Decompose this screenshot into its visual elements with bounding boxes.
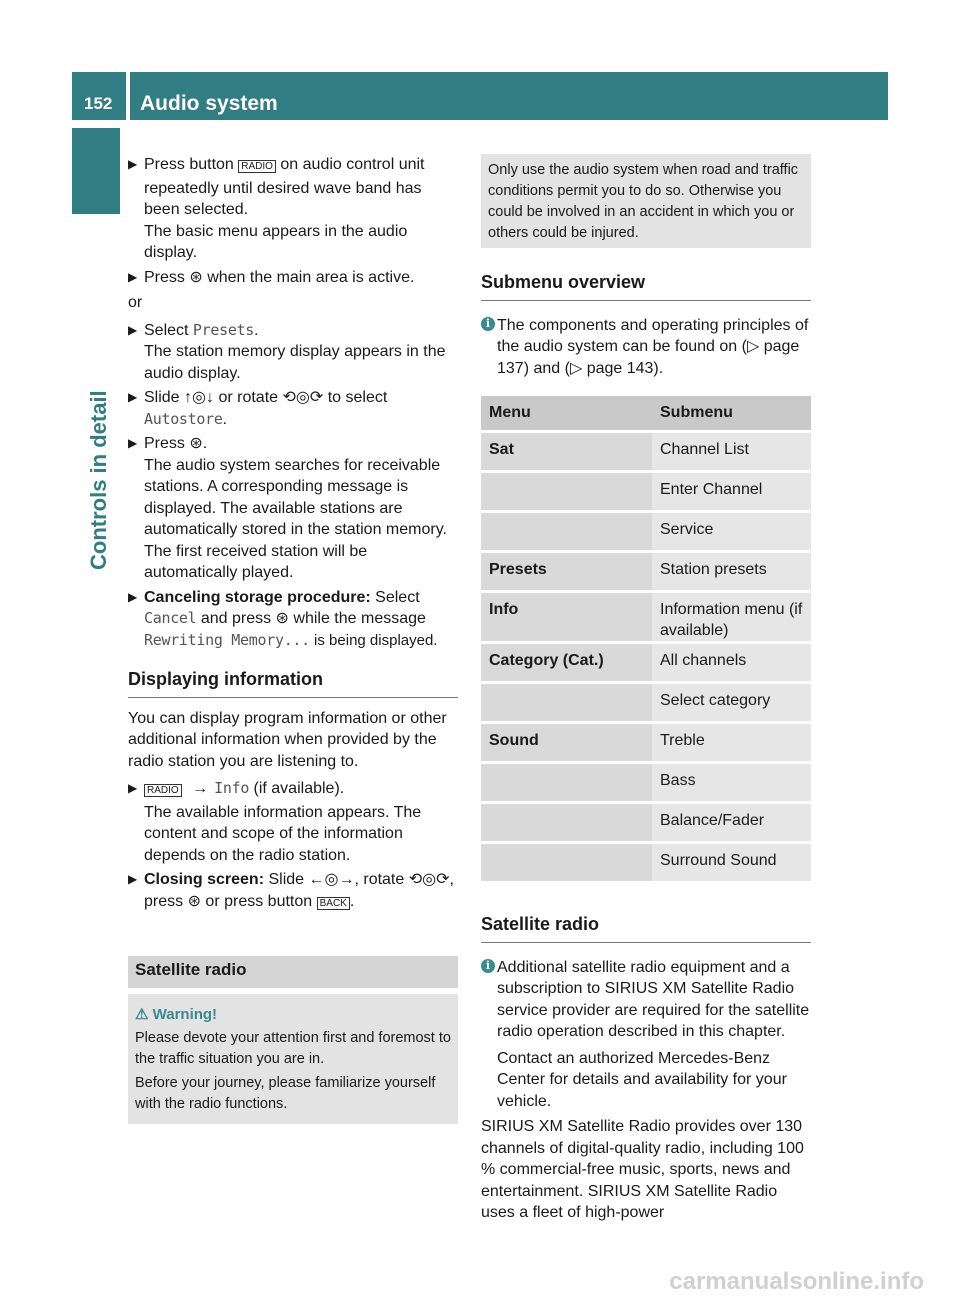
- section-heading-submenu: Submenu overview: [481, 272, 811, 301]
- side-tab: [72, 128, 120, 1278]
- controller-slide-icon: ↑◎↓: [184, 389, 214, 406]
- step-cancel: ▶ Canceling storage procedure: Select Cancel and press ⊛ while the message Rewriting Memory... is being displayed.: [128, 588, 438, 649]
- step-info: ▶ RADIO → Info (if available). The available information appears. The content and scope of the information depends on the radio station.: [128, 779, 422, 864]
- menu-cell: [481, 804, 652, 841]
- satellite-bar: Satellite radio: [128, 956, 458, 988]
- step-slide-rotate: ▶ Slide ↑◎↓ or rotate ⟲◎⟳ to select Autostore.: [128, 389, 388, 428]
- menu-cell: [481, 844, 652, 881]
- step-arrow-icon: ▶: [128, 322, 138, 337]
- side-tab-block: [72, 128, 120, 214]
- table-row: [481, 684, 811, 721]
- step-arrow-icon: ▶: [128, 589, 138, 604]
- step-press-store: ▶ Press ⊛. The audio system searches for receivable stations. A corresponding message is displayed. The available stations are automatically stored in the station memory. The first received station will be automatically played.: [128, 435, 447, 581]
- table-row: [481, 724, 811, 761]
- info-icon: i: [481, 317, 495, 331]
- satellite-info-note: i Additional satellite radio equipment and a subscription to SIRIUS XM Satellite Radio service provider are required for the satellite radio operation described in this chapter. Contact an authorized Mercedes-Benz Center for details and availability for your vehicle.: [481, 957, 811, 1113]
- radio-key-icon: RADIO: [238, 160, 276, 173]
- step-press-main: ▶ Press ⊛ when the main area is active.: [128, 267, 458, 289]
- step-arrow-icon: ▶: [128, 781, 138, 795]
- submenu-cell: Station presets: [652, 553, 811, 590]
- step-arrow-icon: ▶: [128, 269, 138, 284]
- watermark: carmanualsonline.info: [669, 1268, 924, 1295]
- page-number: 152: [84, 94, 113, 113]
- menu-cell: [481, 684, 652, 721]
- controller-press-icon: ⊛: [189, 268, 203, 286]
- table-row: [481, 513, 811, 550]
- table-row: [481, 644, 811, 681]
- submenu-table: [481, 393, 811, 884]
- menu-cell: Sat: [481, 433, 652, 470]
- table-row: [481, 433, 811, 470]
- submenu-cell: Treble: [652, 724, 811, 761]
- menu-cell: Sound: [481, 724, 652, 761]
- submenu-cell: Bass: [652, 764, 811, 801]
- radio-key-icon: RADIO: [144, 784, 182, 797]
- section-heading-display: Displaying information: [128, 669, 458, 698]
- back-key-icon: BACK: [317, 897, 350, 910]
- step-arrow-icon: ▶: [128, 390, 138, 404]
- table-row: [481, 764, 811, 801]
- warning-box: ⚠ Warning! Please devote your attention first and foremost to the traffic situation you are in. Before your journey, please familiarize yourself with the radio functions.: [135, 1006, 451, 1112]
- left-column: [128, 154, 458, 1124]
- controller-rotate-icon: ⟲◎⟳: [408, 871, 450, 888]
- table-row: [481, 593, 811, 641]
- table-row: [481, 473, 811, 510]
- menu-cell: Presets: [481, 553, 652, 590]
- table-row: [481, 553, 811, 590]
- controller-rotate-icon: ⟲◎⟳: [282, 389, 324, 406]
- or-text: or: [128, 294, 143, 311]
- table-header: Menu: [481, 396, 652, 430]
- controller-slide-lr-icon: ←◎→: [308, 871, 355, 888]
- satellite-text: SIRIUS XM Satellite Radio provides over 130 channels of digital-quality radio, including 100 % commercial-free music, sports, news and entertainment. SIRIUS XM Satellite Radio uses a fleet of high-power: [481, 1118, 804, 1221]
- submenu-cell: Channel List: [652, 433, 811, 470]
- controller-press-icon: ⊛: [189, 435, 203, 452]
- info-note: i The components and operating principles of the audio system can be found on (▷ page 137) and (▷ page 143).: [481, 315, 811, 380]
- menu-cell: Category (Cat.): [481, 644, 652, 681]
- step-radio-button: ▶ Press button RADIO on audio control unit repeatedly until desired wave band has been selected. The basic menu appears in the audio display.: [128, 156, 425, 261]
- right-column: [481, 154, 811, 1230]
- submenu-cell: Enter Channel: [652, 473, 811, 510]
- display-text: You can display program information or other additional information when provided by the radio station you are listening to.: [128, 709, 447, 770]
- menu-cell: [481, 764, 652, 801]
- controller-press-icon: ⊛: [275, 610, 289, 627]
- side-label: [78, 240, 114, 570]
- controller-press-icon: ⊛: [187, 892, 201, 910]
- section-heading-satellite: Satellite radio: [481, 914, 811, 943]
- table-row: [481, 804, 811, 841]
- submenu-cell: Balance/Fader: [652, 804, 811, 841]
- header-divider: [126, 72, 130, 120]
- svg-text:Controls in detail: Controls in detail: [86, 390, 111, 570]
- menu-cell: Info: [481, 593, 652, 641]
- step-arrow-icon: ▶: [128, 872, 138, 886]
- safety-note: Only use the audio system when road and traffic conditions permit you to do so. Otherwise you could be involved in an accident in which you or others could be injured.: [481, 154, 811, 248]
- submenu-cell: Surround Sound: [652, 844, 811, 881]
- page-header: [72, 72, 888, 120]
- info-icon: i: [481, 959, 495, 973]
- step-close: ▶ Closing screen: Slide ←◎→, rotate ⟲◎⟳, press ⊛ or press button BACK .: [128, 871, 454, 910]
- submenu-cell: All channels: [652, 644, 811, 681]
- step-select-presets: ▶ Select Presets. The station memory display appears in the audio display.: [128, 320, 446, 382]
- chapter-title: Audio system: [140, 92, 278, 115]
- submenu-cell: Select category: [652, 684, 811, 721]
- submenu-cell: Service: [652, 513, 811, 550]
- table-row: [481, 844, 811, 881]
- step-arrow-icon: ▶: [128, 436, 138, 450]
- table-header: Submenu: [652, 396, 811, 430]
- step-arrow-icon: ▶: [128, 157, 138, 171]
- menu-cell: [481, 473, 652, 510]
- satellite-box: [128, 956, 458, 1124]
- warning-icon: ⚠: [135, 1006, 149, 1023]
- submenu-cell: Information menu (if available): [652, 593, 811, 641]
- menu-cell: [481, 513, 652, 550]
